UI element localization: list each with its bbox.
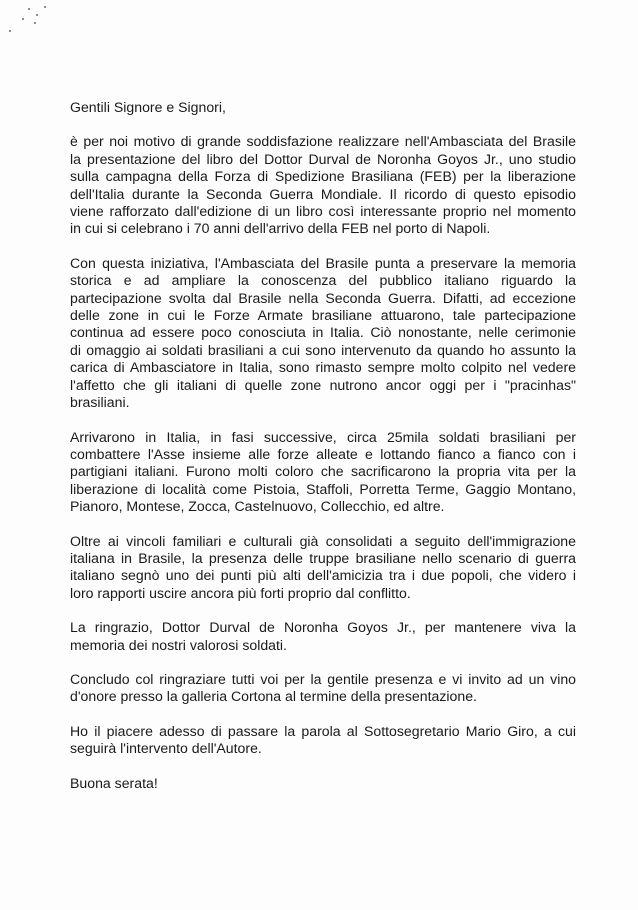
text-line: Ho il piacere adesso di passare la parola al Sottosegretario Mario Giro, a cui [70,722,576,739]
text-line: loro rapporti uscire ancora più forti proprio dal conflitto. [70,584,411,601]
scan-speck [34,22,36,24]
scan-speck [22,18,24,20]
letter-greeting: Gentili Signore e Signori, [70,99,226,115]
text-line: d'onore presso la galleria Cortona al termine della presentazione. [70,688,477,705]
scan-speck [44,6,46,8]
letter-closing: Buona serata! [70,774,158,791]
text-line: continua ad essere poco conosciuta in Italia. Ciò nonostante, nelle cerimonie [70,324,576,341]
text-line: sulla campagna della Forza di Spedizione Brasiliana (FEB) per la liberazione [70,168,576,185]
text-line: Oltre ai vincoli familiari e culturali già consolidati a seguito dell'immigrazione [70,532,576,549]
text-line: memoria dei nostri valorosi soldati. [70,636,287,653]
text-line: in cui si celebrano i 70 anni dell'arrivo della FEB nel porto di Napoli. [70,220,491,237]
scan-speck [9,30,11,32]
paragraph-2 [70,255,576,412]
paragraph-7 [70,723,576,758]
paragraph-3 [70,429,576,516]
letter-body [70,99,576,792]
text-line: Con questa iniziativa, l'Ambasciata del Brasile punta a preservare la memoria [70,254,576,271]
text-line: liberazione di località come Pistoia, Staffoli, Porretta Terme, Gaggio Montano, [70,480,576,497]
text-line: di omaggio ai soldati brasiliani a cui sono intervenuto da quando ho assunto la [70,341,576,358]
text-line: la presentazione del libro del Dottor Durval de Noronha Goyos Jr., uno studio [70,150,576,167]
text-line: partigiani italiani. Furono molti coloro che sacrificarono la propria vita per la [70,463,576,480]
text-line: seguirà l'intervento dell'Autore. [70,740,262,757]
paragraph-5 [70,619,576,654]
paragraph-4 [70,533,576,603]
scan-speck [28,8,30,10]
text-line: partecipazione svolta dal Brasile nella Seconda Guerra. Difatti, ad eccezione [70,289,576,306]
text-line: italiana in Brasile, la presenza delle truppe brasiliane nello scenario di guerra [70,549,576,566]
text-line: l'affetto che gli italiani di quelle zone nutrono ancor oggi per i "pracinhas" [70,376,576,393]
text-line: è per noi motivo di grande soddisfazione realizzare nell'Ambasciata del Brasile [70,133,576,150]
text-line: italiano segnò uno dei punti più alti dell'amicizia tra i due popoli, che videro i [70,567,576,584]
text-line: Arrivarono in Italia, in fasi successive, circa 25mila soldati brasiliani per [70,428,576,445]
text-line: viene rafforzato dall'edizione di un libro così interessante proprio nel momento [70,203,576,220]
scan-speck [36,14,38,16]
paragraph-1 [70,133,576,237]
text-line: combattere l'Asse insieme alle forze alleate e lottando fianco a fianco con i [70,445,576,462]
text-line: carica di Ambasciatore in Italia, sono rimasto sempre molto colpito nel vedere [70,359,576,376]
text-line: storica e ad ampliare la conoscenza del pubblico italiano riguardo la [70,272,576,289]
text-line: La ringrazio, Dottor Durval de Noronha Goyos Jr., per mantenere viva la [70,619,576,636]
text-line: dell'Italia durante la Seconda Guerra Mondiale. Il ricordo di questo episodio [70,185,576,202]
text-line: delle zone in cui le Forze Armate brasiliane attuarono, tale partecipazione [70,307,576,324]
paragraph-6 [70,671,576,706]
text-line: Pianoro, Montese, Zocca, Castelnuovo, Collecchio, ed altre. [70,498,445,515]
text-line: Concludo col ringraziare tutti voi per la gentile presenza e vi invito ad un vino [70,670,576,687]
text-line: brasiliani. [70,394,130,411]
